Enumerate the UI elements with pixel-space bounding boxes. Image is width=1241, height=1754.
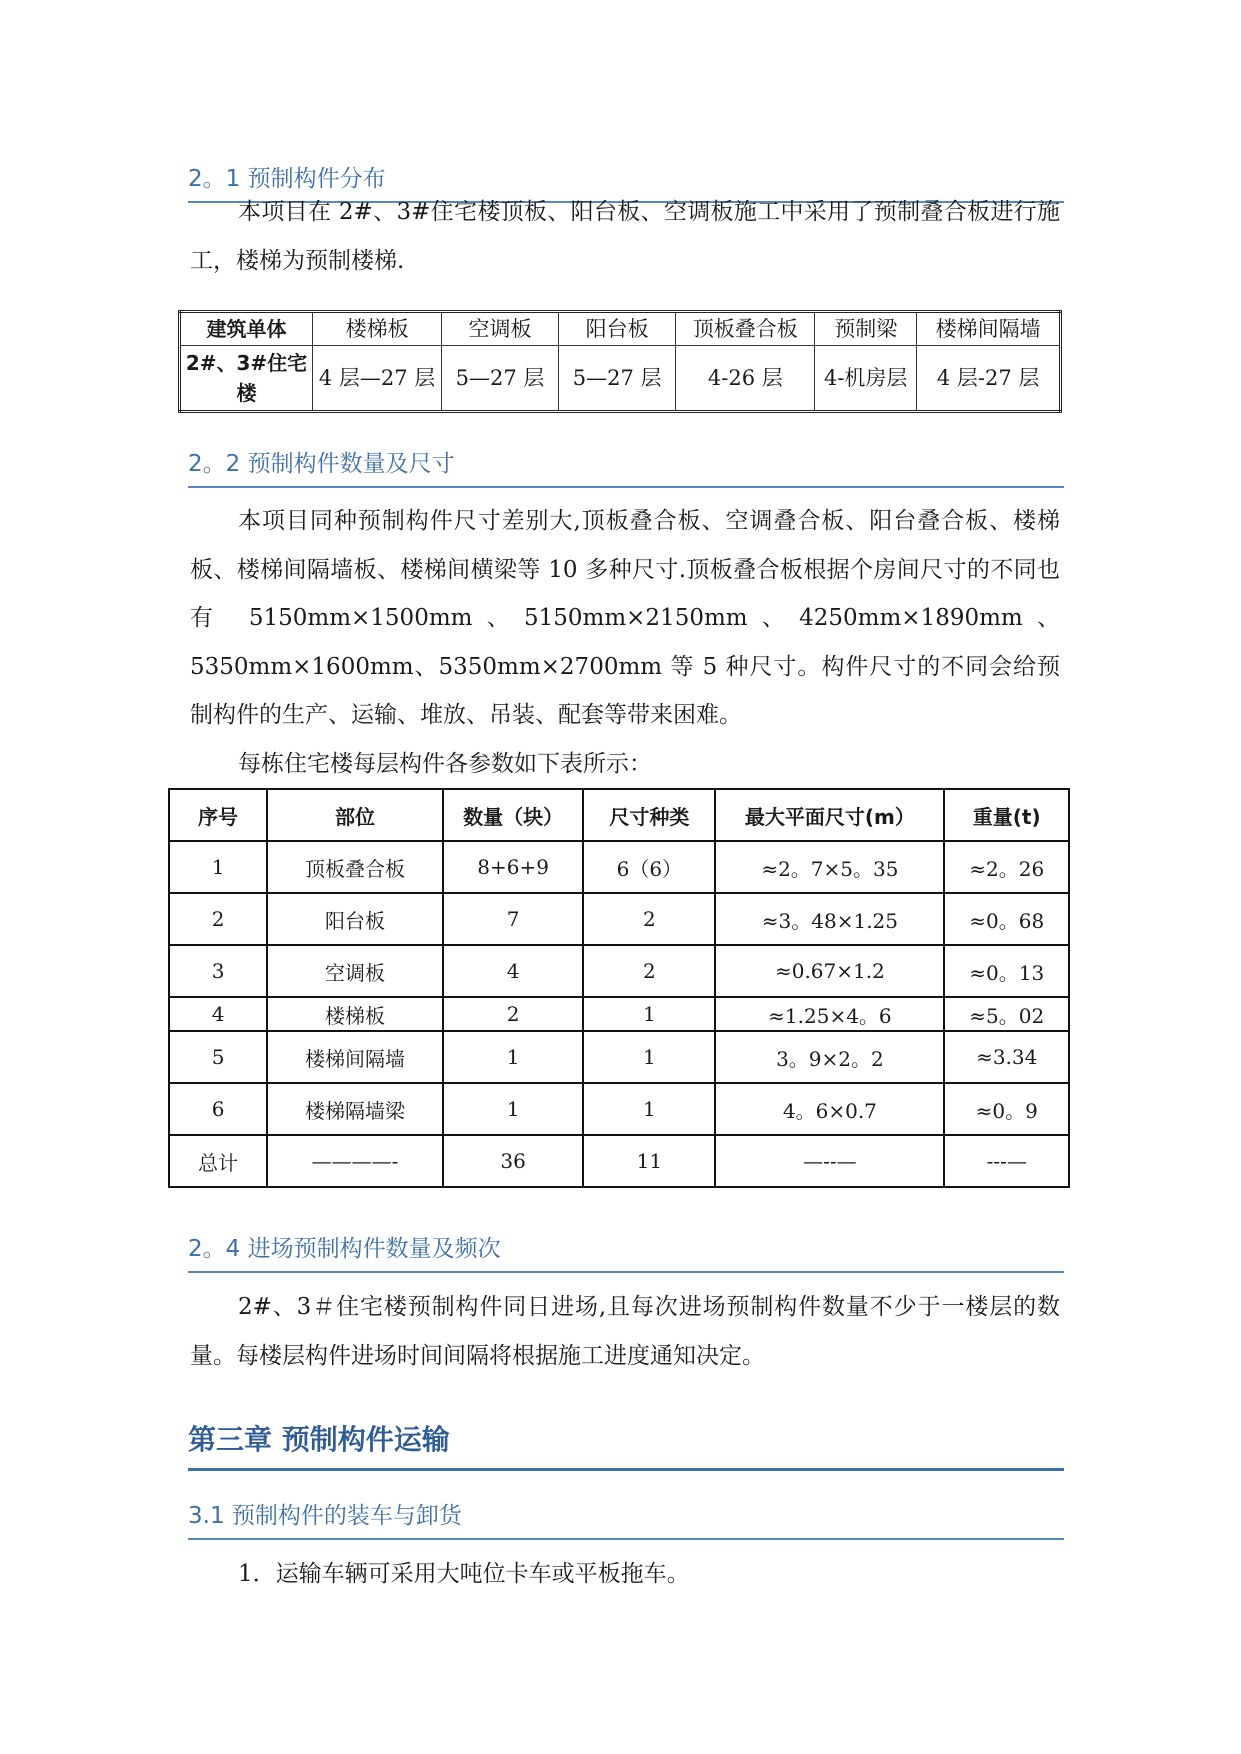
table-cell: 6 (169, 1083, 267, 1135)
table-cell: ≈0。9 (944, 1083, 1069, 1135)
table-header-row (169, 789, 1069, 841)
paragraph-2-2-table-intro: 每栋住宅楼每层构件各参数如下表所示： (238, 751, 652, 777)
table-cell: 2 (169, 893, 267, 945)
table-cell: ≈3.34 (944, 1031, 1069, 1083)
table-cell: ≈3。48×1.25 (715, 893, 944, 945)
table-cell: 11 (583, 1135, 715, 1187)
table-cell: 楼梯间隔墙 (267, 1031, 443, 1083)
chapter-heading-3: 第三章 预制构件运输 (188, 1418, 1064, 1471)
table-cell: 1 (443, 1083, 583, 1135)
table-cell: 1 (169, 841, 267, 893)
table-cell: 5 (169, 1031, 267, 1083)
table-cell: 1 (583, 1083, 715, 1135)
table-header-cell: 顶板叠合板 (676, 312, 815, 346)
table-header-cell: 最大平面尺寸(m） (715, 789, 944, 841)
table-cell: 顶板叠合板 (267, 841, 443, 893)
table-row (169, 1083, 1069, 1135)
table-row (169, 1031, 1069, 1083)
table-row (169, 997, 1069, 1031)
table-cell: 36 (443, 1135, 583, 1187)
table-header-cell: 数量（块） (443, 789, 583, 841)
table-row (169, 893, 1069, 945)
table-cell: 4 层—27 层 (313, 346, 442, 412)
table-cell: ≈2。7×5。35 (715, 841, 944, 893)
table-cell: 1 (583, 1031, 715, 1083)
table-cell: 5—27 层 (442, 346, 559, 412)
table-header-cell: 序号 (169, 789, 267, 841)
table-cell: ≈5。02 (944, 997, 1069, 1031)
distribution-table (178, 310, 1062, 413)
table-cell: 7 (443, 893, 583, 945)
table-header-cell: 部位 (267, 789, 443, 841)
table-total-row (169, 1135, 1069, 1187)
table-header-cell: 楼梯板 (313, 312, 442, 346)
table-cell: 2#、3#住宅楼 (180, 346, 313, 412)
table-cell: 2 (583, 945, 715, 997)
table-cell: 4-机房层 (815, 346, 917, 412)
section-heading-2-1: 2。1 预制构件分布 (188, 160, 1064, 203)
table-header-cell: 尺寸种类 (583, 789, 715, 841)
table-cell: 3 (169, 945, 267, 997)
table-cell: 4 (169, 997, 267, 1031)
table-cell: 4 (443, 945, 583, 997)
table-cell: ≈2。26 (944, 841, 1069, 893)
table-cell: 2 (583, 893, 715, 945)
table-cell: 空调板 (267, 945, 443, 997)
table-header-cell: 建筑单体 (180, 312, 313, 346)
table-header-cell: 预制梁 (815, 312, 917, 346)
table-header-cell: 阳台板 (558, 312, 676, 346)
component-parameter-table (168, 788, 1070, 1188)
table-cell: 5—27 层 (558, 346, 676, 412)
table-cell: 3。9×2。2 (715, 1031, 944, 1083)
table-cell: 2 (443, 997, 583, 1031)
table-cell: 楼梯隔墙梁 (267, 1083, 443, 1135)
table-cell: 4。6×0.7 (715, 1083, 944, 1135)
table-row (169, 841, 1069, 893)
table-cell: ≈0。68 (944, 893, 1069, 945)
table-cell: 楼梯板 (267, 997, 443, 1031)
table-row (180, 346, 1061, 412)
table-cell: 4 层-27 层 (917, 346, 1061, 412)
table-header-cell: 重量(t) (944, 789, 1069, 841)
table-row (169, 945, 1069, 997)
table-cell: ≈0。13 (944, 945, 1069, 997)
list-item-3-1-1: 1．运输车辆可采用大吨位卡车或平板拖车。 (238, 1561, 690, 1587)
table-cell: 1 (443, 1031, 583, 1083)
table-cell: ≈0.67×1.2 (715, 945, 944, 997)
section-heading-3-1: 3.1 预制构件的装车与卸货 (188, 1497, 1064, 1540)
table-cell: ---— (944, 1135, 1069, 1187)
table-header-cell: 空调板 (442, 312, 559, 346)
table-cell: 8+6+9 (443, 841, 583, 893)
table-cell: 4-26 层 (676, 346, 815, 412)
section-heading-2-4: 2。4 进场预制构件数量及频次 (188, 1230, 1064, 1273)
table-cell: 总计 (169, 1135, 267, 1187)
table-header-row (180, 312, 1061, 346)
table-cell: ————- (267, 1135, 443, 1187)
table-cell: 阳台板 (267, 893, 443, 945)
paragraph-2-1: 本项目在 2#、3#住宅楼顶板、阳台板、空调板施工中采用了预制叠合板进行施工，楼梯为预制楼梯. (190, 199, 1060, 274)
table-cell: 1 (583, 997, 715, 1031)
table-cell: 6（6） (583, 841, 715, 893)
paragraph-2-2: 本项目同种预制构件尺寸差别大,顶板叠合板、空调叠合板、阳台叠合板、楼梯板、楼梯间隔墙板、楼梯间横梁等 10 多种尺寸.顶板叠合板根据个房间尺寸的不同也有 5150mm×1500mm、5150mm×2150mm、4250mm×1890mm、5350mm×1600mm、5350mm×2700mm 等 5 种尺寸。构件尺寸的不同会给预制构件的生产、运输、堆放、吊装、配套等带来困难。 (190, 508, 1060, 728)
paragraph-2-4: 2#、3＃住宅楼预制构件同日进场,且每次进场预制构件数量不少于一楼层的数量。每楼层构件进场时间间隔将根据施工进度通知决定。 (190, 1294, 1060, 1369)
table-header-cell: 楼梯间隔墙 (917, 312, 1061, 346)
section-heading-2-2: 2。2 预制构件数量及尺寸 (188, 445, 1064, 488)
table-cell: ≈1.25×4。6 (715, 997, 944, 1031)
table-cell: —--— (715, 1135, 944, 1187)
